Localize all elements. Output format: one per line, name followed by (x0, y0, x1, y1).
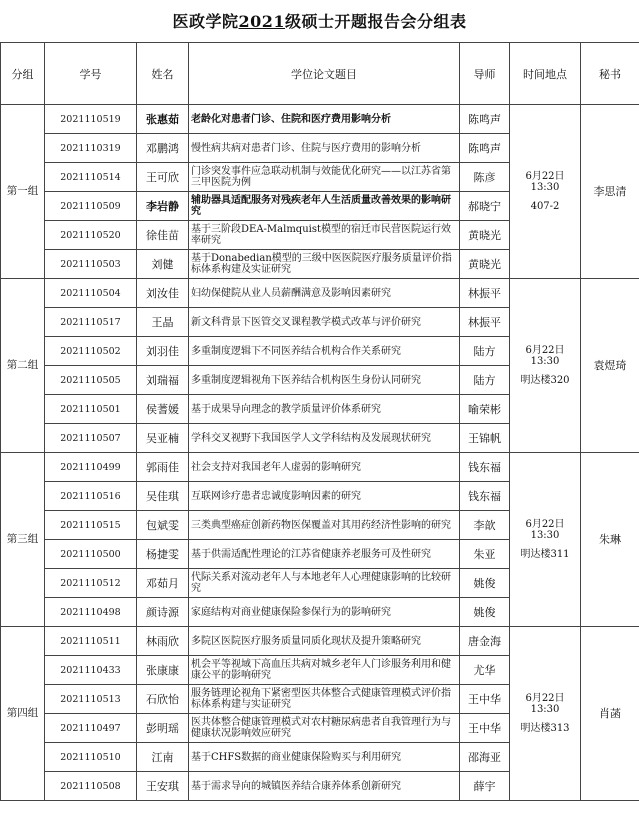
header-name: 姓名 (137, 43, 189, 105)
student-id-cell: 2021110509 (45, 192, 137, 221)
student-id-cell: 2021110510 (45, 743, 137, 772)
student-id-cell: 2021110505 (45, 366, 137, 395)
student-id-cell: 2021110499 (45, 453, 137, 482)
student-id-cell: 2021110507 (45, 424, 137, 453)
advisor-cell: 陆方 (460, 337, 510, 366)
student-name-cell: 颜诗源 (137, 598, 189, 627)
session-place: 明达楼311 (520, 549, 570, 560)
header-group: 分组 (1, 43, 45, 105)
thesis-topic-cell: 慢性病共病对患者门诊、住院与医疗费用的影响分析 (189, 134, 460, 163)
thesis-topic-cell: 多重制度逻辑下不同医养结合机构合作关系研究 (189, 337, 460, 366)
advisor-cell: 邵海亚 (460, 743, 510, 772)
student-id-cell: 2021110497 (45, 714, 137, 743)
thesis-topic-cell: 代际关系对流动老年人与本地老年人心理健康影响的比较研究 (189, 569, 460, 598)
student-name-cell: 李岩静 (137, 192, 189, 221)
header-thesis-topic: 学位论文题目 (189, 43, 460, 105)
student-name-cell: 王可欣 (137, 163, 189, 192)
time-place-cell (510, 453, 581, 627)
student-id-cell: 2021110519 (45, 105, 137, 134)
secretary-cell: 李思清 (581, 105, 639, 279)
advisor-cell: 黄晓光 (460, 250, 510, 279)
title-prefix: 医政学院 (172, 12, 239, 31)
thesis-topic-cell: 基于供需适配性理论的江苏省健康养老服务可及性研究 (189, 540, 460, 569)
thesis-topic-cell: 新文科背景下医管交叉课程教学模式改革与评价研究 (189, 308, 460, 337)
thesis-topic-cell: 多重制度逻辑视角下医养结合机构医生身份认同研究 (189, 366, 460, 395)
student-id-cell: 2021110319 (45, 134, 137, 163)
session-time: 13:30 (530, 704, 560, 715)
thesis-topic-cell: 服务链理论视角下紧密型医共体整合式健康管理模式评价指标体系构建与实证研究 (189, 685, 460, 714)
student-id-cell: 2021110501 (45, 395, 137, 424)
group-name-cell: 第四组 (1, 627, 45, 801)
student-name-cell: 彭明瑶 (137, 714, 189, 743)
student-name-cell: 徐佳苗 (137, 221, 189, 250)
session-date: 6月22日 (525, 519, 565, 530)
student-id-cell: 2021110433 (45, 656, 137, 685)
student-id-cell: 2021110517 (45, 308, 137, 337)
spacer (512, 367, 578, 375)
table-row (1, 105, 639, 134)
thesis-topic-cell: 社会支持对我国老年人虚弱的影响研究 (189, 453, 460, 482)
advisor-cell: 林振平 (460, 308, 510, 337)
thesis-topic-cell: 学科交叉视野下我国医学人文学科结构及发展现状研究 (189, 424, 460, 453)
thesis-topic-cell: 家庭结构对商业健康保险参保行为的影响研究 (189, 598, 460, 627)
advisor-cell: 钱东福 (460, 453, 510, 482)
spacer (512, 193, 578, 201)
student-id-cell: 2021110503 (45, 250, 137, 279)
spacer (512, 541, 578, 549)
student-name-cell: 张惠茹 (137, 105, 189, 134)
page-title (0, 9, 639, 32)
student-name-cell: 杨捷雯 (137, 540, 189, 569)
header-student-id: 学号 (45, 43, 137, 105)
session-date: 6月22日 (525, 171, 565, 182)
header-row (1, 43, 639, 105)
thesis-topic-cell: 妇幼保健院从业人员薪酬满意及影响因素研究 (189, 279, 460, 308)
table-row (1, 627, 639, 656)
student-name-cell: 林雨欣 (137, 627, 189, 656)
student-name-cell: 吴佳琪 (137, 482, 189, 511)
student-name-cell: 张康康 (137, 656, 189, 685)
student-id-cell: 2021110508 (45, 772, 137, 801)
thesis-topic-cell: 基于Donabedian模型的三级中医医院医疗服务质量评价指标体系构建及实证研究 (189, 250, 460, 279)
advisor-cell: 郝晓宁 (460, 192, 510, 221)
thesis-topic-cell: 三类典型癌症创新药物医保覆盖对其用药经济性影响的研究 (189, 511, 460, 540)
time-place-cell (510, 627, 581, 801)
thesis-topic-cell: 辅助器具适配服务对残疾老年人生活质量改善效果的影响研究 (189, 192, 460, 221)
advisor-cell: 王中华 (460, 685, 510, 714)
advisor-cell: 林振平 (460, 279, 510, 308)
advisor-cell: 钱东福 (460, 482, 510, 511)
advisor-cell: 朱亚 (460, 540, 510, 569)
student-id-cell: 2021110515 (45, 511, 137, 540)
advisor-cell: 陈鸣声 (460, 105, 510, 134)
group-name-cell: 第一组 (1, 105, 45, 279)
student-name-cell: 王安琪 (137, 772, 189, 801)
title-suffix: 级硕士开题报告会分组表 (285, 12, 467, 31)
student-id-cell: 2021110511 (45, 627, 137, 656)
thesis-topic-cell: 基于需求导向的城镇医养结合康养体系创新研究 (189, 772, 460, 801)
student-id-cell: 2021110512 (45, 569, 137, 598)
spacer (512, 715, 578, 723)
student-name-cell: 郭雨佳 (137, 453, 189, 482)
student-name-cell: 刘汝佳 (137, 279, 189, 308)
session-place: 明达楼313 (520, 723, 570, 734)
session-date: 6月22日 (525, 345, 565, 356)
student-name-cell: 邓鹏鸿 (137, 134, 189, 163)
student-name-cell: 刘健 (137, 250, 189, 279)
table-body (1, 105, 639, 801)
thesis-topic-cell: 多院区医院医疗服务质量同质化现状及提升策略研究 (189, 627, 460, 656)
thesis-topic-cell: 老龄化对患者门诊、住院和医疗费用影响分析 (189, 105, 460, 134)
student-name-cell: 石欣怡 (137, 685, 189, 714)
session-time: 13:30 (530, 356, 560, 367)
group-name-cell: 第三组 (1, 453, 45, 627)
student-id-cell: 2021110514 (45, 163, 137, 192)
thesis-topic-cell: 互联网诊疗患者忠诚度影响因素的研究 (189, 482, 460, 511)
thesis-topic-cell: 基于CHFS数据的商业健康保险购买与利用研究 (189, 743, 460, 772)
student-id-cell: 2021110516 (45, 482, 137, 511)
advisor-cell: 陆方 (460, 366, 510, 395)
title-year: 2021 (238, 12, 286, 31)
header-advisor: 导师 (460, 43, 510, 105)
advisor-cell: 唐金海 (460, 627, 510, 656)
student-name-cell: 江南 (137, 743, 189, 772)
session-time: 13:30 (530, 530, 560, 541)
advisor-cell: 喻荣彬 (460, 395, 510, 424)
student-name-cell: 刘瑞福 (137, 366, 189, 395)
table-row (1, 453, 639, 482)
secretary-cell: 朱琳 (581, 453, 639, 627)
session-place: 407-2 (530, 201, 560, 212)
time-place-cell (510, 279, 581, 453)
advisor-cell: 陈彦 (460, 163, 510, 192)
session-time: 13:30 (530, 182, 560, 193)
student-name-cell: 王晶 (137, 308, 189, 337)
student-name-cell: 邓茹月 (137, 569, 189, 598)
student-name-cell: 侯蓍媛 (137, 395, 189, 424)
student-id-cell: 2021110500 (45, 540, 137, 569)
header-time-place: 时间地点 (510, 43, 581, 105)
advisor-cell: 姚俊 (460, 598, 510, 627)
table-row (1, 279, 639, 308)
session-date: 6月22日 (525, 693, 565, 704)
advisor-cell: 薛宇 (460, 772, 510, 801)
advisor-cell: 尤华 (460, 656, 510, 685)
thesis-topic-cell: 医共体整合健康管理模式对农村糖尿病患者自我管理行为与健康状况影响效应研究 (189, 714, 460, 743)
student-id-cell: 2021110498 (45, 598, 137, 627)
secretary-cell: 肖菡 (581, 627, 639, 801)
advisor-cell: 姚俊 (460, 569, 510, 598)
student-name-cell: 刘羽佳 (137, 337, 189, 366)
thesis-topic-cell: 基于成果导向理念的教学质量评价体系研究 (189, 395, 460, 424)
advisor-cell: 李歆 (460, 511, 510, 540)
secretary-cell: 袁煜琦 (581, 279, 639, 453)
advisor-cell: 王中华 (460, 714, 510, 743)
header-secretary: 秘书 (581, 43, 639, 105)
thesis-topic-cell: 基于三阶段DEA-Malmquist模型的宿迁市民营医院运行效率研究 (189, 221, 460, 250)
schedule-table (0, 42, 639, 801)
student-id-cell: 2021110520 (45, 221, 137, 250)
advisor-cell: 陈鸣声 (460, 134, 510, 163)
student-name-cell: 包斌雯 (137, 511, 189, 540)
student-name-cell: 吴亚楠 (137, 424, 189, 453)
advisor-cell: 黄晓光 (460, 221, 510, 250)
student-id-cell: 2021110504 (45, 279, 137, 308)
session-place: 明达楼320 (520, 375, 570, 386)
advisor-cell: 王锦帆 (460, 424, 510, 453)
group-name-cell: 第二组 (1, 279, 45, 453)
student-id-cell: 2021110502 (45, 337, 137, 366)
thesis-topic-cell: 门诊突发事件应急联动机制与效能优化研究——以江苏省第三甲医院为例 (189, 163, 460, 192)
thesis-topic-cell: 机会平等视域下高血压共病对城乡老年人门诊服务利用和健康公平的影响研究 (189, 656, 460, 685)
time-place-cell (510, 105, 581, 279)
student-id-cell: 2021110513 (45, 685, 137, 714)
